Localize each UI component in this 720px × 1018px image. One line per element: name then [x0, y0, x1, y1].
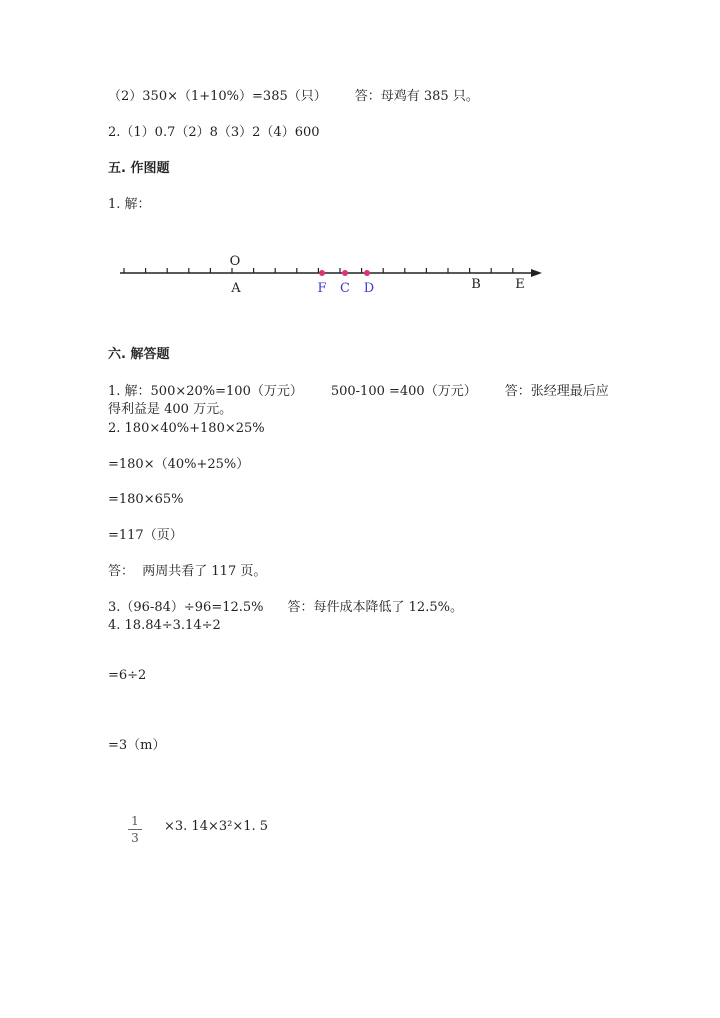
- q3-calc: 3.（96-84）÷96=12.5%: [108, 600, 264, 615]
- section6-q3-line: [108, 599, 463, 617]
- label-f: F: [317, 281, 327, 296]
- section4-q3: 2.（1）0.7（2）8（3）2（4）600: [108, 125, 320, 140]
- section6-q4-line1: 4. 18.84÷3.14÷2: [108, 618, 221, 633]
- number-line-figure: [110, 248, 550, 300]
- section6-q2-answer: 答： 两周共看了 117 页。: [108, 564, 267, 579]
- q3-answer: 答：每件成本降低了 12.5%。: [287, 600, 463, 615]
- formula-expression: ×3. 14×3²×1. 5: [164, 819, 269, 834]
- section6-q1-line2: 得利益是 400 万元。: [108, 402, 233, 417]
- label-o: O: [229, 254, 241, 269]
- label-c: C: [340, 281, 350, 296]
- section6-q4-line2: =6÷2: [108, 668, 147, 683]
- label-d: D: [363, 281, 375, 296]
- section6-q2-line3: =180×65%: [108, 492, 184, 507]
- section5-q1-label: 1. 解：: [108, 197, 151, 212]
- q2-part2-calc: （2）350×（1+10%）=385（只）: [108, 89, 327, 104]
- label-b: B: [471, 277, 481, 292]
- point-d-dot: [364, 270, 370, 276]
- section6-q1-line1: [108, 383, 609, 401]
- section6-q2-line1: 2. 180×40%+180×25%: [108, 421, 265, 436]
- number-line-arrow-icon: [531, 269, 542, 277]
- number-line-ticks: [124, 268, 513, 273]
- section6-q4-line3: =3（m）: [108, 738, 166, 753]
- section4-q2-part2-line: [108, 88, 479, 106]
- label-e: E: [515, 277, 525, 292]
- q1-calc-2: 500-100 =400（万元）: [330, 384, 477, 399]
- point-f-dot: [319, 270, 325, 276]
- fraction-numerator: 1: [131, 814, 139, 828]
- label-a: A: [231, 281, 241, 296]
- fraction-bar: [128, 829, 142, 830]
- section6-q2-line4: =117（页）: [108, 528, 183, 543]
- q1-calc-1: 1. 解：500×20%=100（万元）: [108, 384, 303, 399]
- q2-part2-answer: 答：母鸡有 385 只。: [354, 89, 479, 104]
- section6-heading: 六. 解答题: [108, 347, 170, 362]
- formula-fraction: [128, 814, 142, 845]
- point-c-dot: [342, 270, 348, 276]
- section6-q2-line2: =180×（40%+25%）: [108, 457, 250, 472]
- section5-heading: 五. 作图题: [108, 161, 170, 176]
- fraction-denominator: 3: [131, 831, 139, 845]
- q1-answer-start: 答：张经理最后应: [504, 384, 609, 399]
